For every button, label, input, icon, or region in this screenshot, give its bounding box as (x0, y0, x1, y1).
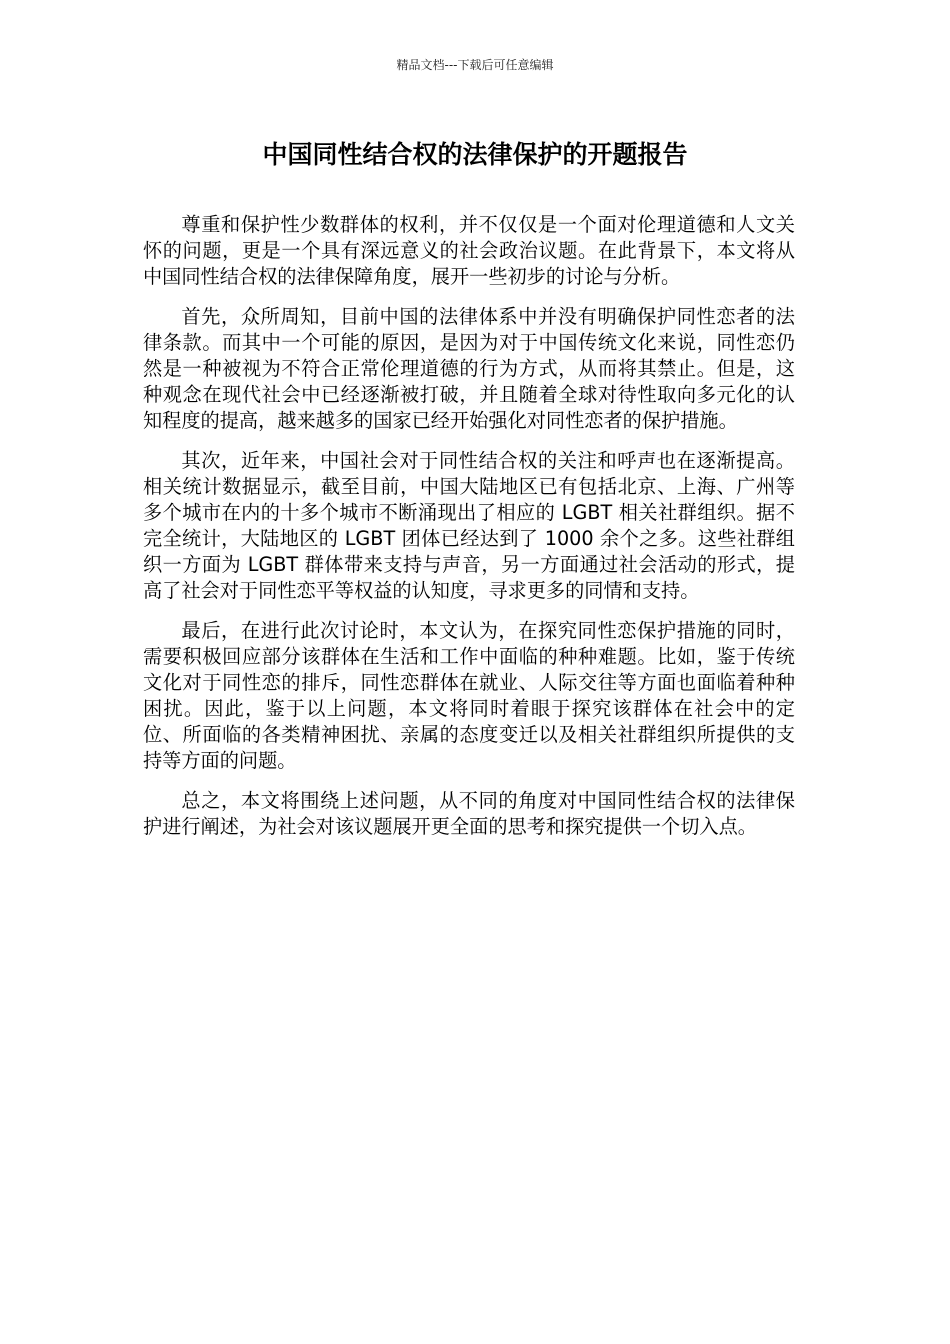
document-title: 中国同性结合权的法律保护的开题报告 (262, 140, 688, 169)
header-note: 精品文档---下载后可任意编辑 (396, 58, 554, 72)
paragraph-5: 总之，本文将围绕上述问题，从不同的角度对中国同性结合权的法律保护进行阐述，为社会对该议题展开更全面的思考和探究提供一个切入点。 (143, 789, 795, 838)
paragraph-3: 其次，近年来，中国社会对于同性结合权的关注和呼声也在逐渐提高。相关统计数据显示，截至目前，中国大陆地区已有包括北京、上海、广州等多个城市在内的十多个城市不断涌现出了相应的 LGBT 相关社群组织。据不完全统计，大陆地区的 LGBT 团体已经达到了 1000 余个之多。这些社群组织一方面为 LGBT 群体带来支持与声音，另一方面通过社会活动的形式，提高了社会对于同性恋平等权益的认知度，寻求更多的同情和支持。 (143, 449, 795, 602)
paragraph-2: 首先，众所周知，目前中国的法律体系中并没有明确保护同性恋者的法律条款。而其中一个可能的原因，是因为对于中国传统文化来说，同性恋仍然是一种被视为不符合正常伦理道德的行为方式，从而将其禁止。但是，这种观念在现代社会中已经逐渐被打破，并且随着全球对待性取向多元化的认知程度的提高，越来越多的国家已经开始强化对同性恋者的保护措施。 (143, 305, 795, 432)
document-body (143, 212, 795, 854)
paragraph-4: 最后，在进行此次讨论时，本文认为，在探究同性恋保护措施的同时，需要积极回应部分该群体在生活和工作中面临的种种难题。比如，鉴于传统文化对于同性恋的排斥，同性恋群体在就业、人际交往等方面也面临着种种困扰。因此，鉴于以上问题，本文将同时着眼于探究该群体在社会中的定位、所面临的各类精神困扰、亲属的态度变迁以及相关社群组织所提供的支持等方面的问题。 (143, 619, 795, 772)
paragraph-1: 尊重和保护性少数群体的权利，并不仅仅是一个面对伦理道德和人文关怀的问题，更是一个具有深远意义的社会政治议题。在此背景下，本文将从中国同性结合权的法律保障角度，展开一些初步的讨论与分析。 (143, 213, 795, 288)
